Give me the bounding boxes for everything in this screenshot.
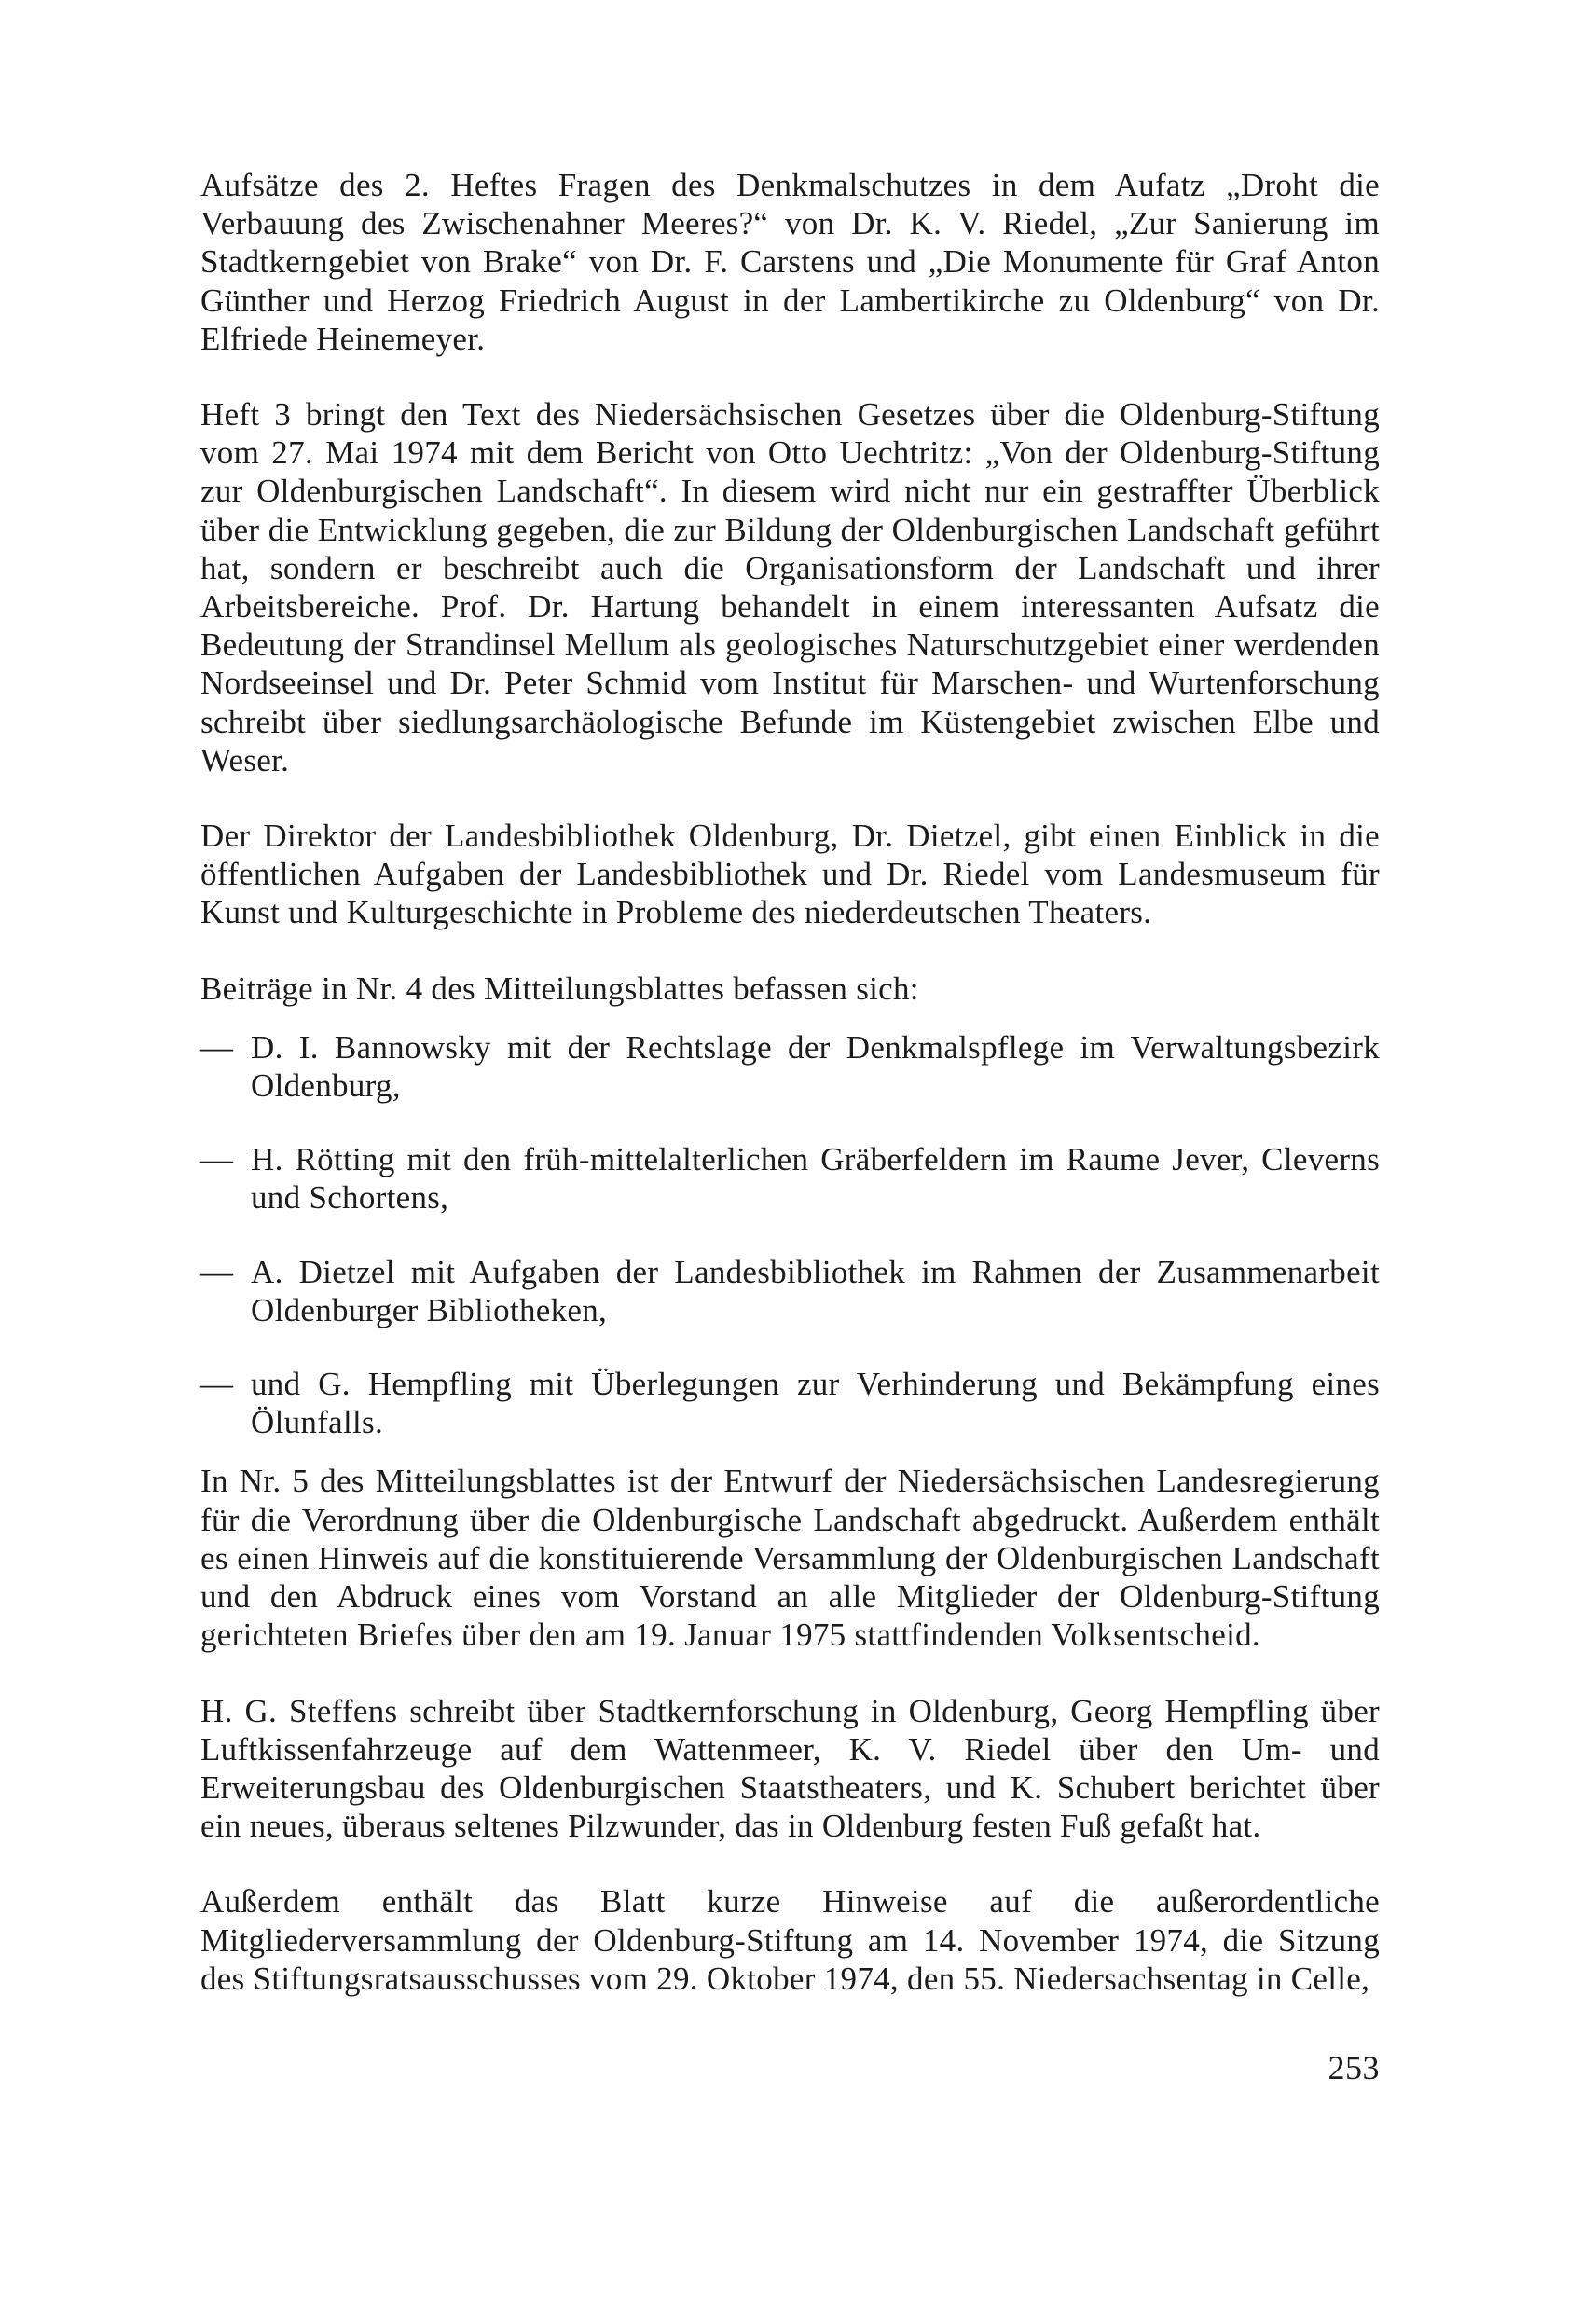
dash-marker: —	[200, 1253, 234, 1290]
document-page	[200, 166, 1380, 2035]
list-item-text: H. Rötting mit den früh-mittelalterlichen Gräberfeldern im Raume Jever, Cleverns und Schortens,	[251, 1141, 1380, 1217]
list-item-text: A. Dietzel mit Aufgaben der Landesbibliothek im Rahmen der Zusammenarbeit Oldenburger Bibliotheken,	[251, 1253, 1380, 1328]
list-item-text: und G. Hempfling mit Überlegungen zur Verhinderung und Bekämpfung eines Ölunfalls.	[251, 1366, 1380, 1441]
dash-marker: —	[200, 1141, 234, 1178]
paragraph-landesbibliothek: Der Direktor der Landesbibliothek Oldenburg, Dr. Dietzel, gibt einen Einblick in die öffentlichen Aufgaben der Landesbibliothek und Dr. Riedel vom Landesmuseum für Kunst und Kulturgeschichte in Probleme des niederdeutschen Theaters.	[200, 818, 1380, 931]
list-item	[200, 1253, 1380, 1329]
list-item	[200, 1140, 1380, 1217]
paragraph-heft-2: Aufsätze des 2. Heftes Fragen des Denkmalschutzes in dem Aufatz „Droht die Verbauung des Zwischenahner Meeres?“ von Dr. K. V. Riedel, „Zur Sanierung im Stadtkerngebiet von Brake“ von Dr. F. Carstens und „Die Monumente für Graf Anton Günther und Herzog Friedrich August in der Lambertikirche zu Oldenburg“ von Dr. Elfriede Heinemeyer.	[200, 167, 1380, 357]
page-number: 253	[1328, 2049, 1380, 2086]
list-item	[200, 1365, 1380, 1441]
dash-marker: —	[200, 1366, 234, 1403]
list-item-text: D. I. Bannowsky mit der Rechtslage der Denkmalspflege im Verwaltungsbezirk Oldenburg,	[251, 1028, 1380, 1105]
paragraph-nr-4-intro: Beiträge in Nr. 4 des Mitteilungsblattes befassen sich:	[200, 970, 919, 1007]
list-item	[200, 1028, 1380, 1105]
paragraph-nr-5: In Nr. 5 des Mitteilungsblattes ist der Entwurf der Niedersächsischen Landesregierung für die Verordnung über die Oldenburgische Landschaft abgedruckt. Außerdem enthält es einen Hinweis auf die konstituierende Versammlung der Oldenburgischen Landschaft und den Abdruck eines vom Vorstand an alle Mitglieder der Oldenburg-Stiftung gerichteten Briefes über den am 19. Januar 1975 stattfindenden Volksentscheid.	[200, 1463, 1380, 1654]
paragraph-steffens: H. G. Steffens schreibt über Stadtkernforschung in Oldenburg, Georg Hempfling über Luftkissenfahrzeuge auf dem Wattenmeer, K. V. Riedel über den Um- und Erweiterungsbau des Oldenburgischen Staatstheaters, und K. Schubert berichtet über ein neues, überaus seltenes Pilzwunder, das in Oldenburg festen Fuß gefaßt hat.	[200, 1692, 1380, 1845]
contributions-list	[200, 1028, 1380, 1442]
paragraph-ausserdem: Außerdem enthält das Blatt kurze Hinweise auf die außerordentliche Mitgliederversammlung der Oldenburg-Stiftung am 14. November 1974, die Sitzung des Stiftungsratsausschusses vom 29. Oktober 1974, den 55. Niedersachsentag in Celle,	[200, 1883, 1380, 1997]
dash-marker: —	[200, 1028, 234, 1066]
paragraph-heft-3: Heft 3 bringt den Text des Niedersächsischen Gesetzes über die Oldenburg-Stiftung vom 27. Mai 1974 mit dem Bericht von Otto Uechtritz: „Von der Oldenburg-Stiftung zur Oldenburgischen Landschaft“. In diesem wird nicht nur ein gestraffter Überblick über die Entwicklung gegeben, die zur Bildung der Oldenburgischen Landschaft geführt hat, sondern er beschreibt auch die Organisationsform der Landschaft und ihrer Arbeitsbereiche. Prof. Dr. Hartung behandelt in einem interessanten Aufsatz die Bedeutung der Strandinsel Mellum als geologisches Naturschutzgebiet einer werdenden Nordseeinsel und Dr. Peter Schmid vom Institut für Marschen- und Wurtenforschung schreibt über siedlungsarchäologische Befunde im Küstengebiet zwischen Elbe und Weser.	[200, 396, 1380, 778]
